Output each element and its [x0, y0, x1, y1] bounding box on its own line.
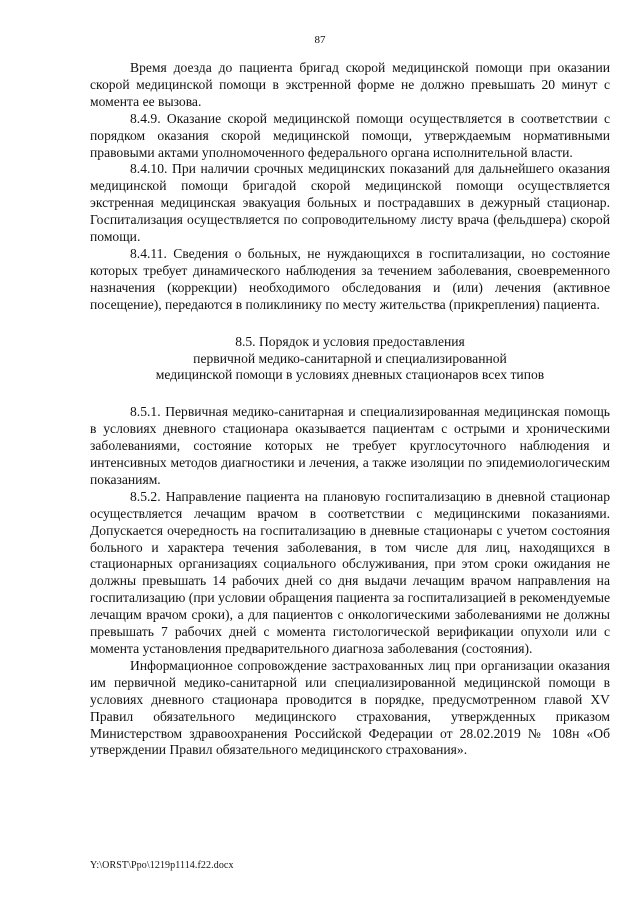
paragraph-ambulance-arrival-time: Время доезда до пациента бригад скорой медицинской помощи при оказании скорой медицинской помощи в экстренной форме не должно превышать 20 минут с момента ее вызова. — [90, 60, 610, 109]
section-heading-8-5 — [90, 334, 610, 385]
section-heading-line: медицинской помощи в условиях дневных стационаров всех типов — [155, 367, 545, 383]
paragraph-8-4-11: 8.4.11. Сведения о больных, не нуждающихся в госпитализации, но состояние которых требует динамического наблюдения за течением заболевания, своевременного назначения (коррекции) необходимого обследования и (или) лечения (активное посещение), передаются в поликлинику по месту жительства (прикрепления) пациента. — [90, 245, 610, 312]
paragraph-8-4-10: 8.4.10. При наличии срочных медицинских показаний для дальнейшего оказания медицинской помощи бригадой скорой медицинской помощи осуществляется экстренная медицинская эвакуация больных и пострадавших в дежурный стационар. Госпитализация осуществляется по сопроводительному листу врача (фельдшера) скорой помощи. — [90, 161, 610, 245]
section-heading-line: 8.5. Порядок и условия предоставления — [235, 333, 465, 349]
paragraph-8-4-9: 8.4.9. Оказание скорой медицинской помощи осуществляется в соответствии с порядком оказания скорой медицинской помощи, утверждаемым нормативными правовыми актами уполномоченного федерального органа исполнительной власти. — [90, 110, 610, 160]
footer-file-path: Y:\ORST\Ppo\1219p1114.f22.docx — [90, 860, 234, 871]
paragraph-8-5-1: 8.5.1. Первичная медико-санитарная и специализированная медицинская помощь в условиях дневного стационара оказывается пациентам с острыми и хроническими заболеваниями, состояние которых не требует круглосуточного наблюдения и интенсивных методов диагностики и лечения, а также изоляции по эпидемиологическим показаниям. — [90, 404, 610, 487]
section-heading-line: первичной медико-санитарной и специализированной — [193, 350, 507, 366]
document-body — [90, 60, 610, 759]
page-number: 87 — [314, 34, 326, 46]
paragraph-8-5-2: 8.5.2. Направление пациента на плановую госпитализацию в дневной стационар осуществляется лечащим врачом в соответствии с медицинскими показаниями. Допускается очередность на госпитализацию в дневные стационары с учетом состояния больного и характера течения заболевания, в том числе для лиц, находящихся в стационарных организациях социального обслуживания, при этом сроки ожидания не должны превышать 14 рабочих дней со дня выдачи лечащим врачом направления на госпитализацию (при условии обращения пациента за госпитализацией в рекомендуемые лечащим врачом сроки), а для пациентов с онкологическими заболеваниями не должны превышать 7 рабочих дней с момента гистологической верификации опухоли или с момента установления предварительного диагноза заболевания (состояния). — [90, 488, 610, 656]
paragraph-information-support: Информационное сопровождение застрахованных лиц при организации оказания им первичной медико-санитарной или специализированной медицинской помощи в условиях дневного стационара проводится в порядке, предусмотренном главой XV Правил обязательного медицинского страхования, утвержденных приказом Министерством здравоохранения Российской Федерации от 28.02.2019 № 108н «Об утверждении Правил обязательного медицинского страхования». — [90, 657, 610, 758]
